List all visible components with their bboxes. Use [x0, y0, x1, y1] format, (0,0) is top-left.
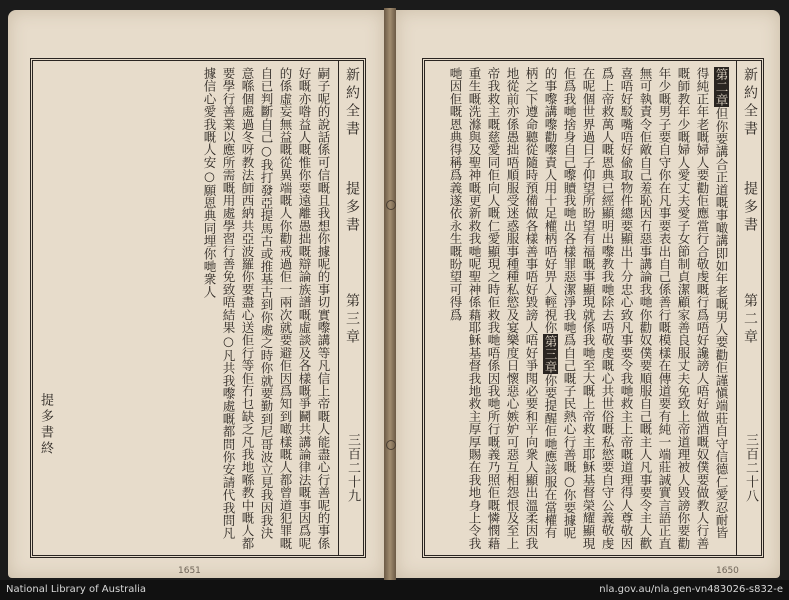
left-page [8, 10, 384, 578]
image-credit-bar [0, 580, 789, 600]
right-page-stamp: 1650 [716, 566, 739, 576]
binding-hole [386, 200, 396, 210]
left-page-stamp: 1651 [178, 566, 201, 576]
left-header-title: 新約全書 [344, 67, 360, 139]
book-spine [384, 8, 396, 580]
right-page-frame [422, 58, 764, 558]
right-header-chapter: 第二章 [742, 293, 758, 347]
right-body-text [429, 67, 731, 551]
chapter-three-marker: 第三章 [543, 334, 558, 373]
right-paragraph-1 [446, 67, 731, 551]
left-header-book: 提多書 [344, 181, 360, 235]
left-body-text [37, 67, 333, 551]
left-header-rule [338, 61, 339, 555]
left-page-frame [30, 58, 366, 558]
right-header-book: 提多書 [742, 181, 758, 235]
right-header-rule [736, 61, 737, 555]
left-folio: 三百二十九 [345, 433, 360, 503]
left-header-chapter: 第三章 [344, 293, 360, 347]
left-body-paragraph: 嗣子呢的說話係可信嘅且我想你據呢的事切實嚟講等凡信上帝嘅人能盡心行善呢的事係好嘅亦喒益人嘅惟你要遠離愚拙嘅辯論族譜嘅虛談及各樣嘅爭鬭共講論律法嘅事因爲呢的係虛妄無益嘅從異端嘅人你勸戒過佢一兩次就要避佢因爲知到噉樣嘅人都曾道犯罪嘅自已判斷自己○我打發亞提馬古或推基古到你處之時你就要勤到尼哥波立見我因我決意喺個處過冬呀教法師西納共亞波羅你要盡心送佢行等佢冇乜缺乏凡我地喺教中嘅人都要學行善業以應所需嘅用處學習行善免致唔結果○凡共我嚟處嘅都問你安請代我問凡據信心愛我嘅人安○願恩典同埋你哋衆人 [202, 67, 331, 550]
chapter-three-text: 你要提醒佢哋應該服在當權有柄之下遵命聽從隨時預備做各樣善事唔好毀謗人唔好爭閗必要和平向衆人顯出溫柔因我地從前亦係愚拙唔順服受迷惑服事種種私慾及宴樂度日懷惡心嫉妒可惡互相怨恨及至上帝我救主嘅慈愛同佢向人嘅仁愛顯現之時佢救我哋唔係因我哋所行嘅義乃照佢嘅憐憫藉重生嘅洗滌與及聖神嘅更新救我哋呢聖神係藉耶穌基督我地救主厚厚賜在我地身上令我哋因佢嘅恩典得稱爲義遂依永生嘅盼望可得爲 [448, 67, 558, 550]
left-end-marker: 提多書終 [38, 393, 53, 457]
image-identifier: nla.gov.au/nla.gen-vn483026-s832-e [599, 584, 783, 595]
library-credit: National Library of Australia [6, 584, 147, 595]
right-header-title: 新約全書 [742, 67, 758, 139]
right-folio: 三百二十八 [743, 433, 758, 503]
right-page [396, 10, 780, 578]
chapter-two-marker: 第二章 [714, 68, 729, 107]
chapter-two-text: 但你要講合正道嘅事噉講即如年老嘅男人要勸佢謹愼端莊自守信德仁愛忍耐皆得純正年老嘅婦人要勸佢應當行合敬虔嘅行爲唔好讒謗人唔好做酒嘅奴僕要做教人行善嘅師教年少嘅婦人愛丈夫愛子女節制貞潔顧家善良服丈夫免致上帝道理被人毀謗你要勸年少嘅男子要自守你在凡事要表出自己係善行嘅模樣在傳道要有純一端莊誠實言語正直無可執責令佢敵自己羞恥因冇惡事講論我哋你勸奴僕要順服自己嘅主人凡事要令主人歡喜唔好駁嘴唔好偸取物件總要顯出十分忠心致凡事要令我哋救主上帝嘅道理得人尊敬因爲上帝救萬人嘅恩典已經顯明出嚟教我哋除去唔敬虔嘅心共世俗嘅私慾要自守公義敬虔在呢個世界過日子仰望所盼望有福嘅事顯現就係我哋至大嘅上帝救主耶穌基督榮耀顯現佢爲我哋捨身自己嚟贖我哋出各樣罪惡潔淨我哋爲自己嘅子民熱心行善嘅○你要據呢的事嚟講嚟勸嚟責人用十足權柄唔好畀人輕視你 [543, 67, 729, 550]
binding-hole [386, 440, 396, 450]
